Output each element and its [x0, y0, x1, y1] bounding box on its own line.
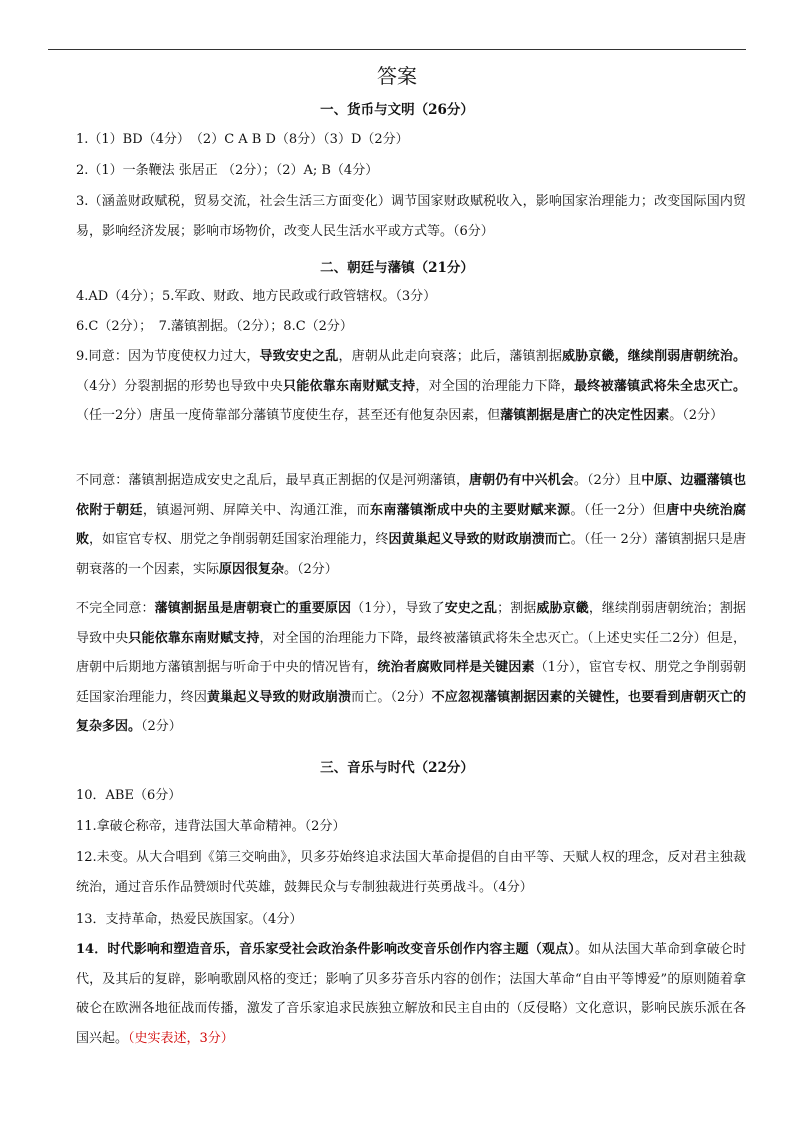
answer-14: 14．时代影响和塑造音乐，音乐家受社会政治条件影响改变音乐创作内容主题（观点）。如从法国大革命到拿破仑时代，及其后的复辟，影响歌剧风格的变迁；影响了贝多芬音乐内容的创作；法国大革命“自由平等博爱”的原则随着拿破仑在欧洲各地征战而传播，激发了音乐家追求民族独立解放和民主自由的（反侵略）文化意识，影响民族乐派在各国兴起。（史实表述，3分）	[76, 942, 746, 1046]
answer-2: 2.（1）一条鞭法 张居正 （2分）；（2）A; B（4分）	[76, 163, 379, 178]
answer-9-partial: 不完全同意：藩镇割据虽是唐朝衰亡的重要原因（1分），导致了安史之乱；割据威胁京畿，继续削弱唐朝统治；割据导致中央只能依靠东南财赋支持，对全国的治理能力下降，最终被藩镇武将朱全忠灭亡。（上述史实任二2分）但是，唐朝中后期地方藩镇割据与听命于中央的情况皆有，统治者腐败同样是关键因素（1分），宦官专权、朋党之争削弱朝廷国家治理能力，终因黄巢起义导致的财政崩溃而亡。（2分）不应忽视藩镇割据因素的关键性，也要看到唐朝灭亡的复杂多因。（2分）	[76, 601, 746, 734]
answer-3: 3.（涵盖财政赋税，贸易交流，社会生活三方面变化）调节国家财政赋税收入，影响国家治理能力；改变国际国内贸易，影响经济发展；影响市场物价，改变人民生活水平或方式等。（6分）	[76, 194, 746, 239]
section-heading-1: 一、货币与文明（26分）	[320, 102, 474, 118]
section-heading-2: 二、朝廷与藩镇（21分）	[320, 260, 474, 276]
answer-1: 1.（1）BD（4分） （2）C A B D（8分）（3）D（2分）	[76, 132, 409, 147]
answer-13: 13．支持革命，热爱民族国家。（4分）	[76, 912, 303, 927]
score-note: （史实表述，3分）	[128, 1030, 234, 1046]
answer-9-agree: 9.同意：因为节度使权力过大，导致安史之乱，唐朝从此走向衰落；此后，藩镇割据威胁京畿，继续削弱唐朝统治。（4分）分裂割据的形势也导致中央只能依靠东南财赋支持，对全国的治理能力下降，最终被藩镇武将朱全忠灭亡。（任一2分）唐虽一度倚靠部分藩镇节度使生存，甚至还有他复杂因素，但藩镇割据是唐亡的决定性因素。（2分）	[76, 349, 746, 423]
section-heading-3: 三、音乐与时代（22分）	[320, 760, 474, 776]
answer-12: 12.未变。从大合唱到《第三交响曲》，贝多芬始终追求法国大革命提倡的自由平等、天赋人权的理念，反对君主独裁统治，通过音乐作品赞颂时代英雄，鼓舞民众与专制独裁进行英勇战斗。（4分）	[76, 850, 746, 895]
header-rule	[48, 49, 746, 50]
page-title: 答案	[377, 64, 417, 88]
answer-6-8: 6.C（2分）； 7.藩镇割据。（2分）；8.C（2分）	[76, 319, 353, 334]
answer-4-5: 4.AD（4分）；5.军政、财政、地方民政或行政管辖权。（3分）	[76, 289, 437, 304]
answer-10: 10．ABE（6分）	[76, 788, 182, 803]
answer-9-disagree: 不同意：藩镇割据造成安史之乱后，最早真正割据的仅是河朔藩镇，唐朝仍有中兴机会。（2分）且中原、边疆藩镇也依附于朝廷，镇遏河朔、屏障关中、沟通江淮，而东南藩镇渐成中央的主要财赋来源。（任一2分）但唐中央统治腐败，如宦官专权、朋党之争削弱朝廷国家治理能力，终因黄巢起义导致的财政崩溃而亡。（任一 2分）藩镇割据只是唐朝衰落的一个因素，实际原因很复杂。（2分）	[76, 473, 746, 577]
answer-11: 11.拿破仑称帝，违背法国大革命精神。（2分）	[76, 819, 346, 834]
